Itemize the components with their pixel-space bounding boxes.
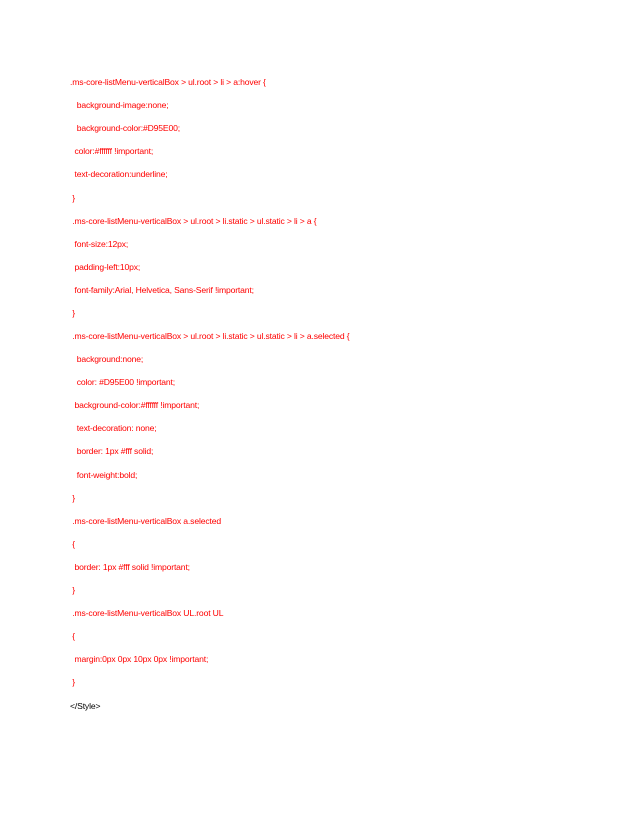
code-line: { <box>70 631 75 641</box>
code-line: text-decoration:underline; <box>70 169 168 179</box>
code-line: } <box>70 677 75 687</box>
code-line: text-decoration: none; <box>70 423 157 433</box>
code-line: .ms-core-listMenu-verticalBox UL.root UL <box>70 608 224 618</box>
code-line: font-size:12px; <box>70 239 129 249</box>
code-line: background:none; <box>70 354 144 364</box>
code-line: } <box>70 585 75 595</box>
code-line: font-weight:bold; <box>70 470 138 480</box>
code-line: font-family:Arial, Helvetica, Sans-Serif !important; <box>70 285 254 295</box>
code-line: padding-left:10px; <box>70 262 141 272</box>
code-line: .ms-core-listMenu-verticalBox > ul.root > li > a:hover { <box>70 77 266 87</box>
code-line: background-color:#ffffff !important; <box>70 400 200 410</box>
closing-style-tag: </Style> <box>70 701 101 711</box>
code-line: { <box>70 539 75 549</box>
code-line: } <box>70 308 75 318</box>
code-line: .ms-core-listMenu-verticalBox a.selected <box>70 516 221 526</box>
code-line: } <box>70 493 75 503</box>
code-line: border: 1px #fff solid !important; <box>70 562 190 572</box>
code-line: background-color:#D95E00; <box>70 123 180 133</box>
code-line: margin:0px 0px 10px 0px !important; <box>70 654 209 664</box>
code-line: border: 1px #fff solid; <box>70 446 154 456</box>
code-line: } <box>70 193 75 203</box>
code-line: color:#ffffff !important; <box>70 146 154 156</box>
code-line: background-image:none; <box>70 100 169 110</box>
code-line: .ms-core-listMenu-verticalBox > ul.root > li.static > ul.static > li > a { <box>70 216 317 226</box>
code-line: .ms-core-listMenu-verticalBox > ul.root > li.static > ul.static > li > a.selected { <box>70 331 350 341</box>
code-line: color: #D95E00 !important; <box>70 377 176 387</box>
